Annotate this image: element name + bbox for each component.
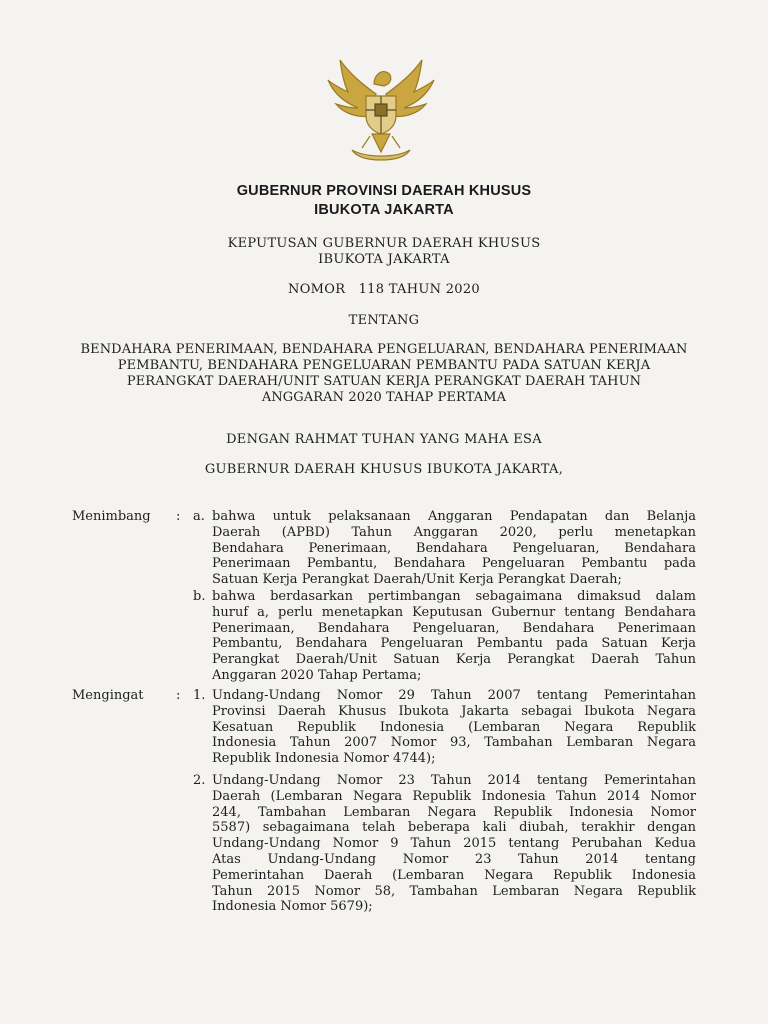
para-line: Satuan Kerja Perangkat Daerah/Unit Kerja Perangkat Daerah; [212, 572, 622, 588]
para-line: 244, Tambahan Lembaran Negara Republik Indonesia Nomor [212, 804, 696, 820]
para-line: huruf a, perlu menetapkan Keputusan Gubernur tentang Bendahara [212, 604, 696, 620]
para-line: Pembantu, Bendahara Pengeluaran Pembantu pada Satuan Kerja [212, 636, 696, 652]
menimbang-colon: : [176, 509, 181, 524]
menimbang-item-a [212, 509, 696, 588]
mengingat-item-1 [212, 688, 696, 767]
item-marker: 1. [193, 688, 206, 703]
para-line: Anggaran 2020 Tahap Pertama; [212, 667, 422, 683]
para-line: Perangkat Daerah/Unit Satuan Kerja Perangkat Daerah Tahun [212, 652, 696, 668]
para-line: Bendahara Penerimaan, Bendahara Pengeluaran, Bendahara [212, 540, 696, 556]
para-line: bahwa untuk pelaksanaan Anggaran Pendapatan dan Belanja [212, 509, 696, 524]
para-line: Undang-Undang Nomor 29 Tahun 2007 tentang Pemerintahan [212, 688, 696, 703]
para-line: 5587) sebagaimana telah beberapa kali diubah, terakhir dengan [212, 820, 696, 836]
para-line: Undang-Undang Nomor 9 Tahun 2015 tentang Perubahan Kedua [212, 836, 696, 852]
decree-number: NOMOR 118 TAHUN 2020 [288, 282, 480, 297]
para-line: Daerah (APBD) Tahun Anggaran 2020, perlu menetapkan [212, 524, 696, 540]
para-line: Provinsi Daerah Khusus Ibukota Jakarta sebagai Ibukota Negara [212, 703, 696, 719]
item-marker: a. [193, 509, 205, 524]
para-line: Indonesia Nomor 5679); [212, 899, 373, 915]
para-line: Undang-Undang Nomor 23 Tahun 2014 tentang Pemerintahan [212, 773, 696, 788]
menimbang-label: Menimbang [72, 509, 151, 524]
subject-line: BENDAHARA PENERIMAAN, BENDAHARA PENGELUARAN, BENDAHARA PENERIMAAN [80, 342, 688, 357]
decree-title-line2: IBUKOTA JAKARTA [318, 252, 450, 267]
mengingat-colon: : [176, 688, 181, 703]
mengingat-label: Mengingat [72, 688, 144, 703]
para-line: Penerimaan, Bendahara Pengeluaran, Bendahara Penerimaan [212, 620, 696, 636]
subject-line: PERANGKAT DAERAH/UNIT SATUAN KERJA PERANGKAT DAERAH TAHUN [126, 374, 642, 389]
decree-subject [60, 342, 708, 406]
subject-line: ANGGARAN 2020 TAHAP PERTAMA [261, 390, 507, 405]
mengingat-item-2 [212, 773, 696, 915]
decree-title-line1: KEPUTUSAN GUBERNUR DAERAH KHUSUS [227, 236, 541, 251]
para-line: Pemerintahan Daerah (Lembaran Negara Republik Indonesia [212, 867, 696, 883]
about-heading: TENTANG [348, 313, 420, 328]
preamble-line1: DENGAN RAHMAT TUHAN YANG MAHA ESA [226, 432, 542, 447]
subject-line: PEMBANTU, BENDAHARA PENGELUARAN PEMBANTU PADA SATUAN KERJA [117, 358, 651, 373]
para-line: Penerimaan Pembantu, Bendahara Pengeluaran Pembantu pada [212, 556, 696, 572]
governor-title-line1: GUBERNUR PROVINSI DAERAH KHUSUS [236, 183, 532, 199]
para-line: Atas Undang-Undang Nomor 23 Tahun 2014 tentang [212, 851, 696, 867]
para-line: bahwa berdasarkan pertimbangan sebagaimana dimaksud dalam [212, 589, 696, 604]
preamble-line2: GUBERNUR DAERAH KHUSUS IBUKOTA JAKARTA, [204, 462, 564, 477]
para-line: Republik Indonesia Nomor 4744); [212, 751, 436, 767]
garuda-emblem-icon [322, 54, 440, 164]
para-line: Kesatuan Republik Indonesia (Lembaran Negara Republik [212, 719, 696, 735]
menimbang-item-b [212, 589, 696, 684]
para-line: Indonesia Tahun 2007 Nomor 93, Tambahan Lembaran Negara [212, 735, 696, 751]
para-line: Tahun 2015 Nomor 58, Tambahan Lembaran Negara Republik [212, 883, 696, 899]
para-line: Daerah (Lembaran Negara Republik Indonesia Tahun 2014 Nomor [212, 788, 696, 804]
item-marker: b. [193, 589, 206, 604]
governor-title-line2: IBUKOTA JAKARTA [314, 202, 454, 218]
item-marker: 2. [193, 773, 206, 788]
